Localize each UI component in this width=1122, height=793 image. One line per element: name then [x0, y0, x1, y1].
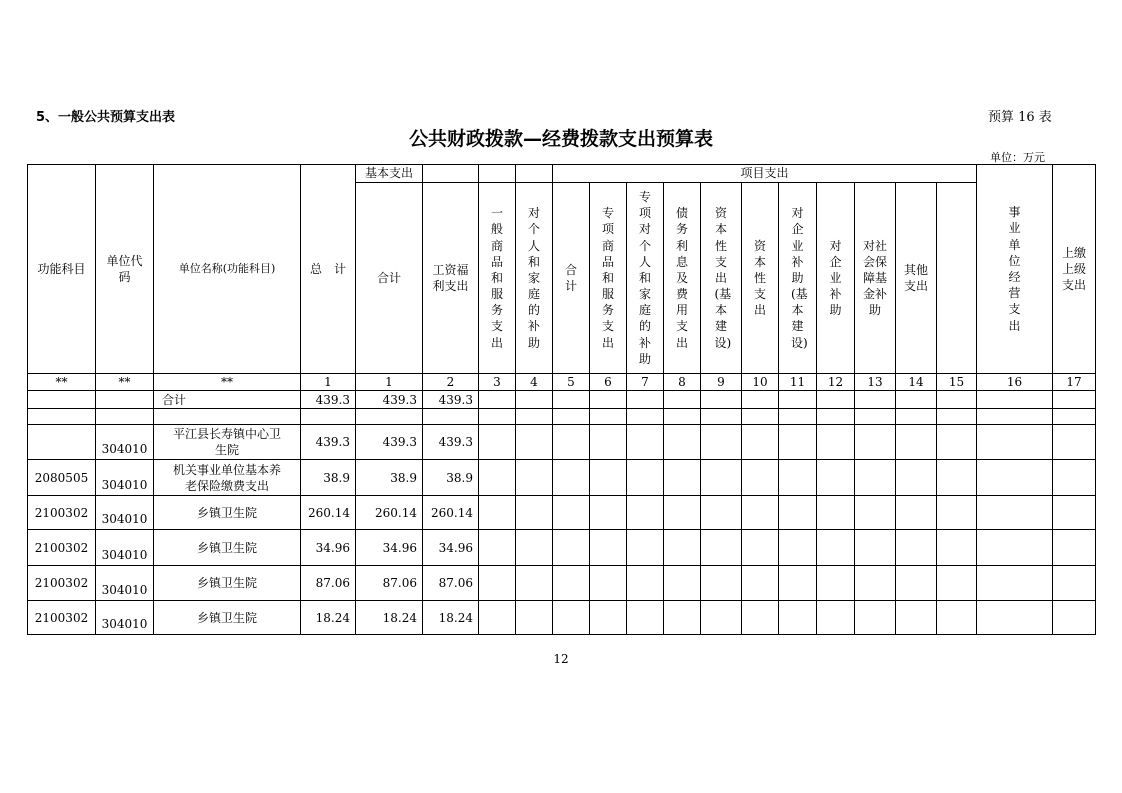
page-number: 12	[553, 652, 569, 666]
cell-name: 乡镇卫生院	[154, 601, 301, 635]
empty-cell	[742, 496, 779, 530]
empty-cell	[664, 601, 701, 635]
empty-cell	[896, 391, 937, 409]
empty-cell	[1053, 530, 1096, 566]
empty-cell	[479, 601, 516, 635]
section-title: 5、一般公共预算支出表	[36, 110, 176, 125]
empty-cell	[627, 566, 664, 601]
empty-cell	[937, 601, 977, 635]
empty-cell	[779, 530, 817, 566]
empty-cell	[779, 566, 817, 601]
budget-table	[27, 164, 1096, 635]
cell-basic: 18.24	[356, 601, 423, 635]
empty-cell	[590, 460, 627, 496]
header-debt-interest: 债务利息及费用支出	[664, 183, 701, 374]
cell-name: 乡镇卫生院	[154, 496, 301, 530]
empty-cell	[742, 530, 779, 566]
empty-cell	[664, 530, 701, 566]
cell-total	[301, 409, 356, 425]
empty-cell	[977, 601, 1053, 635]
empty-cell	[855, 566, 896, 601]
index-cell: 13	[855, 374, 896, 391]
empty-cell	[937, 530, 977, 566]
empty-cell	[479, 391, 516, 409]
empty-cell	[664, 496, 701, 530]
empty-cell	[590, 496, 627, 530]
empty-cell	[977, 460, 1053, 496]
cell-code: 304010	[96, 496, 154, 530]
header-other: 其他支出	[896, 183, 937, 374]
table-number: 预算 16 表	[988, 110, 1052, 125]
index-cell: 6	[590, 374, 627, 391]
cell-code: 304010	[96, 601, 154, 635]
empty-cell	[896, 530, 937, 566]
cell-func: 2100302	[28, 530, 96, 566]
header-unit-code: 单位代码	[96, 165, 154, 374]
index-cell: 3	[479, 374, 516, 391]
empty-cell	[779, 601, 817, 635]
empty-cell	[896, 601, 937, 635]
empty-cell	[590, 391, 627, 409]
empty-cell	[779, 391, 817, 409]
empty-cell	[896, 460, 937, 496]
cell-total: 439.3	[301, 425, 356, 460]
empty-cell	[779, 425, 817, 460]
empty-cell	[701, 496, 742, 530]
empty-cell	[779, 409, 817, 425]
empty-cell	[701, 566, 742, 601]
index-cell: 15	[937, 374, 977, 391]
table-row	[28, 409, 1096, 425]
empty-cell	[701, 601, 742, 635]
empty-cell	[817, 566, 855, 601]
empty-cell	[590, 601, 627, 635]
cell-code: 304010	[96, 566, 154, 601]
cell-total: 87.06	[301, 566, 356, 601]
index-row	[28, 374, 1096, 391]
empty-cell	[553, 425, 590, 460]
header-unit-name: 单位名称(功能科目)	[154, 165, 301, 374]
cell-total: 18.24	[301, 601, 356, 635]
cell-wage: 87.06	[423, 566, 479, 601]
empty-cell	[627, 530, 664, 566]
empty-cell	[516, 391, 553, 409]
cell-name	[154, 409, 301, 425]
empty-cell	[855, 601, 896, 635]
header-proj-total: 合计	[553, 183, 590, 374]
empty-cell	[817, 496, 855, 530]
header-wage-welfare: 工资福利支出	[423, 183, 479, 374]
empty-cell	[479, 425, 516, 460]
empty-cell	[590, 409, 627, 425]
cell-wage	[423, 409, 479, 425]
cell-code: 304010	[96, 530, 154, 566]
index-cell: 1	[356, 374, 423, 391]
index-cell: 4	[516, 374, 553, 391]
empty-cell	[977, 530, 1053, 566]
index-cell: **	[28, 374, 96, 391]
table-row	[28, 496, 1096, 530]
cell-func	[28, 391, 96, 409]
empty-cell	[701, 391, 742, 409]
unit-label: 单位：万元	[990, 151, 1045, 164]
empty-cell	[627, 601, 664, 635]
empty-cell	[1053, 425, 1096, 460]
empty-cell	[479, 460, 516, 496]
empty-cell	[627, 425, 664, 460]
empty-cell	[742, 391, 779, 409]
header-total: 总 计	[301, 165, 356, 374]
cell-basic: 439.3	[356, 391, 423, 409]
empty-cell	[817, 391, 855, 409]
index-cell: 9	[701, 374, 742, 391]
empty-cell	[855, 530, 896, 566]
empty-cell	[701, 460, 742, 496]
empty-cell	[937, 425, 977, 460]
empty-cell	[742, 460, 779, 496]
index-cell: 12	[817, 374, 855, 391]
cell-code: 304010	[96, 425, 154, 460]
empty-cell	[742, 409, 779, 425]
cell-total: 38.9	[301, 460, 356, 496]
empty-cell	[896, 425, 937, 460]
empty-cell	[937, 391, 977, 409]
header-enterprise: 对企业补助	[817, 183, 855, 374]
index-cell: 1	[301, 374, 356, 391]
header-blank	[423, 165, 479, 183]
empty-cell	[937, 409, 977, 425]
cell-name: 平江县长寿镇中心卫生院	[154, 425, 301, 460]
cell-wage: 439.3	[423, 391, 479, 409]
empty-cell	[516, 496, 553, 530]
cell-wage: 260.14	[423, 496, 479, 530]
empty-cell	[742, 601, 779, 635]
cell-basic: 87.06	[356, 566, 423, 601]
empty-cell	[1053, 566, 1096, 601]
cell-code	[96, 409, 154, 425]
empty-cell	[590, 566, 627, 601]
table-row	[28, 391, 1096, 409]
empty-cell	[937, 566, 977, 601]
empty-cell	[553, 530, 590, 566]
header-blank	[516, 165, 553, 183]
cell-func: 2080505	[28, 460, 96, 496]
empty-cell	[590, 425, 627, 460]
empty-cell	[896, 566, 937, 601]
empty-cell	[553, 496, 590, 530]
empty-cell	[627, 496, 664, 530]
cell-code	[96, 391, 154, 409]
empty-cell	[817, 425, 855, 460]
cell-basic: 38.9	[356, 460, 423, 496]
empty-cell	[664, 566, 701, 601]
cell-basic: 439.3	[356, 425, 423, 460]
empty-cell	[701, 425, 742, 460]
empty-cell	[779, 460, 817, 496]
table-row	[28, 601, 1096, 635]
cell-name: 乡镇卫生院	[154, 530, 301, 566]
empty-cell	[1053, 391, 1096, 409]
cell-name: 机关事业单位基本养老保险缴费支出	[154, 460, 301, 496]
empty-cell	[742, 566, 779, 601]
header-basic-group: 基本支出	[356, 165, 423, 183]
empty-cell	[516, 566, 553, 601]
index-cell: 2	[423, 374, 479, 391]
header-special-personal: 专项对个人和家庭的补助	[627, 183, 664, 374]
page-title: 公共财政拨款—经费拨款支出预算表	[408, 128, 713, 150]
index-cell: 7	[627, 374, 664, 391]
empty-cell	[516, 425, 553, 460]
table-body	[28, 391, 1096, 635]
index-cell: **	[96, 374, 154, 391]
empty-cell	[553, 409, 590, 425]
empty-cell	[817, 601, 855, 635]
empty-cell	[516, 601, 553, 635]
empty-cell	[937, 496, 977, 530]
cell-wage: 18.24	[423, 601, 479, 635]
cell-func: 2100302	[28, 566, 96, 601]
empty-cell	[701, 530, 742, 566]
header-business-ops: 事业单位经营支出	[977, 165, 1053, 374]
header-project-group: 项目支出	[553, 165, 977, 183]
table-row	[28, 566, 1096, 601]
empty-cell	[479, 530, 516, 566]
header-special-goods: 专项商品和服务支出	[590, 183, 627, 374]
index-cell: **	[154, 374, 301, 391]
header-social-security: 对社会保障基金补助	[855, 183, 896, 374]
table-row	[28, 460, 1096, 496]
empty-cell	[516, 460, 553, 496]
cell-code: 304010	[96, 460, 154, 496]
empty-cell	[977, 496, 1053, 530]
header-basic-total: 合计	[356, 183, 423, 374]
empty-cell	[855, 409, 896, 425]
cell-wage: 38.9	[423, 460, 479, 496]
cell-name: 合计	[154, 391, 301, 409]
empty-cell	[627, 391, 664, 409]
cell-total: 260.14	[301, 496, 356, 530]
empty-cell	[553, 391, 590, 409]
empty-cell	[896, 496, 937, 530]
empty-cell	[516, 530, 553, 566]
empty-cell	[479, 566, 516, 601]
empty-cell	[590, 530, 627, 566]
index-cell: 16	[977, 374, 1053, 391]
cell-wage: 439.3	[423, 425, 479, 460]
table-row	[28, 425, 1096, 460]
empty-cell	[664, 460, 701, 496]
cell-total: 34.96	[301, 530, 356, 566]
cell-func	[28, 425, 96, 460]
index-cell: 8	[664, 374, 701, 391]
index-cell: 5	[553, 374, 590, 391]
empty-cell	[977, 391, 1053, 409]
cell-basic: 34.96	[356, 530, 423, 566]
header-func: 功能科目	[28, 165, 96, 374]
index-cell: 10	[742, 374, 779, 391]
header-personal-family: 对个人和家庭的补助	[516, 183, 553, 374]
empty-cell	[664, 409, 701, 425]
empty-cell	[1053, 496, 1096, 530]
cell-func	[28, 409, 96, 425]
empty-cell	[855, 496, 896, 530]
empty-cell	[977, 425, 1053, 460]
empty-cell	[855, 425, 896, 460]
cell-basic	[356, 409, 423, 425]
empty-cell	[553, 566, 590, 601]
header-capital-basic: 资本性支出(基本建设)	[701, 183, 742, 374]
header-general-goods: 一般商品和服务支出	[479, 183, 516, 374]
empty-cell	[627, 409, 664, 425]
cell-func: 2100302	[28, 496, 96, 530]
empty-cell	[479, 409, 516, 425]
empty-cell	[779, 496, 817, 530]
cell-name: 乡镇卫生院	[154, 566, 301, 601]
header-blank	[479, 165, 516, 183]
cell-wage: 34.96	[423, 530, 479, 566]
empty-cell	[553, 460, 590, 496]
empty-cell	[817, 409, 855, 425]
header-enterprise-basic: 对企业补助(基本建设)	[779, 183, 817, 374]
empty-cell	[896, 409, 937, 425]
empty-cell	[855, 391, 896, 409]
index-cell: 17	[1053, 374, 1096, 391]
empty-cell	[627, 460, 664, 496]
empty-cell	[479, 496, 516, 530]
empty-cell	[855, 460, 896, 496]
empty-cell	[937, 460, 977, 496]
index-cell: 14	[896, 374, 937, 391]
empty-cell	[817, 530, 855, 566]
index-cell: 11	[779, 374, 817, 391]
empty-cell	[516, 409, 553, 425]
empty-cell	[553, 601, 590, 635]
empty-cell	[1053, 601, 1096, 635]
empty-cell	[977, 566, 1053, 601]
empty-cell	[664, 391, 701, 409]
header-to-upper: 上缴上级支出	[1053, 165, 1096, 374]
empty-cell	[664, 425, 701, 460]
empty-cell	[701, 409, 742, 425]
empty-cell	[1053, 409, 1096, 425]
cell-func: 2100302	[28, 601, 96, 635]
empty-cell	[742, 425, 779, 460]
cell-basic: 260.14	[356, 496, 423, 530]
empty-cell	[817, 460, 855, 496]
empty-cell	[1053, 460, 1096, 496]
header-capital: 资本性支出	[742, 183, 779, 374]
empty-cell	[977, 409, 1053, 425]
cell-total: 439.3	[301, 391, 356, 409]
table-row	[28, 530, 1096, 566]
